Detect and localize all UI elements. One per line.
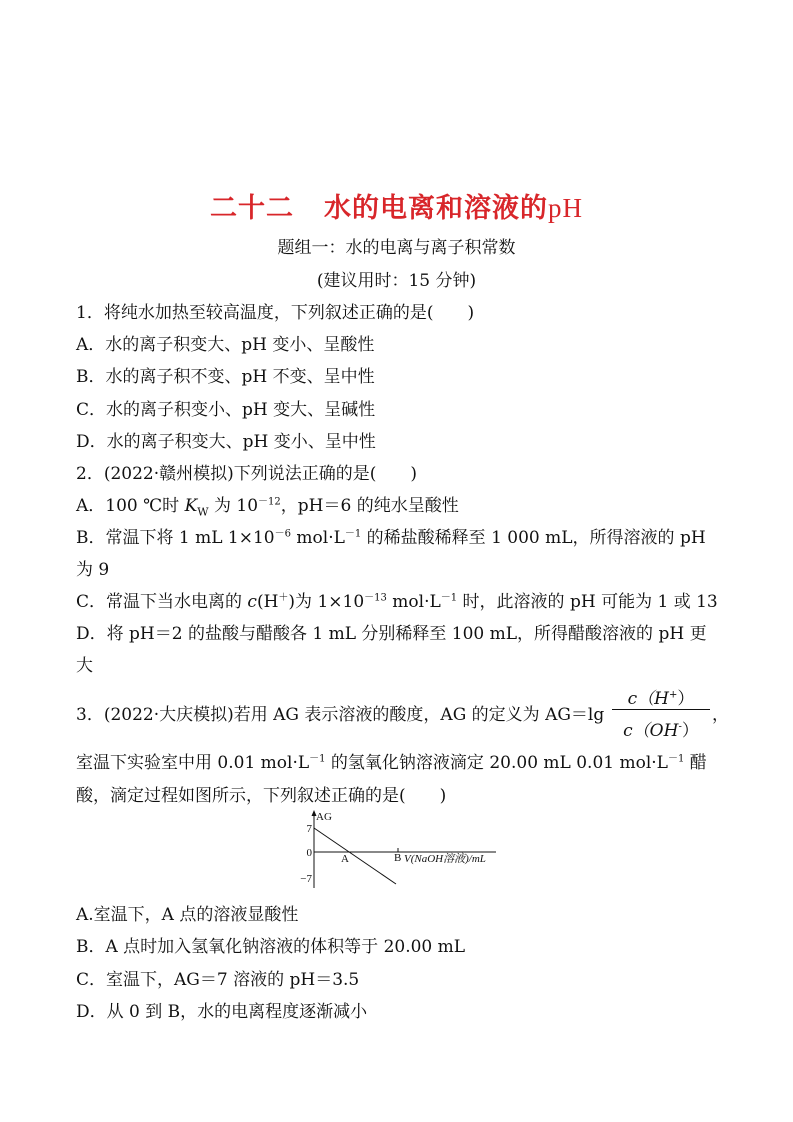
title-text: 水的电离和溶液的	[324, 193, 548, 224]
title-number: 二十二	[210, 193, 294, 224]
titration-curve	[314, 828, 396, 884]
q3-option-d: D．从 0 到 B，水的电离程度逐渐减小	[76, 1002, 368, 1022]
q3-stem-line2: 室温下实验室中用 0.01 $mol\cdot L^{-1}$ 的氢氧化钠溶液滴定 20.00 mL 0.01 $mol\cdot L^{-1}$ 醋	[76, 753, 707, 773]
q2-option-d: D．将 pH＝2 的盐酸与醋酸各 1 mL 分别稀释至 100 mL，所得醋酸溶液的 pH 更	[76, 624, 707, 644]
q3-stem-line3: 酸，滴定过程如图所示，下列叙述正确的是( )	[76, 786, 447, 806]
ag-titration-chart	[296, 808, 516, 890]
point-b-label: B	[394, 852, 402, 864]
x-axis-label: V(NaOH溶液)/mL	[404, 853, 486, 865]
page-title	[0, 186, 793, 225]
q2-option-a: A．100 ℃时 $K_W$ 为 $10^{-12}$，pH＝6 的纯水呈酸性	[76, 496, 459, 519]
q1-stem: 1．将纯水加热至较高温度，下列叙述正确的是( )	[76, 303, 475, 323]
q3-option-b: B．A 点时加入氢氧化钠溶液的体积等于 20.00 mL	[76, 937, 466, 957]
y-tick-label: −7	[300, 873, 312, 885]
q3-stem: 3．(2022·大庆模拟)若用 AG 表示溶液的酸度，AG 的定义为 AG＝lg	[76, 705, 605, 725]
q1-option-b: B．水的离子积不变、pH 不变、呈中性	[76, 367, 375, 387]
title-ph: pH	[548, 193, 583, 223]
q3-stem-comma: ，	[712, 705, 729, 725]
fraction-bar	[612, 709, 710, 710]
q2-option-b: B．常温下将 1 mL $1\times 10^{-6}$ $mol\cdot L^{-1}$ 的稀盐酸稀释至 1 000 mL，所得溶液的 pH	[76, 528, 706, 548]
q3-option-c: C．室温下，AG＝7 溶液的 pH＝3.5	[76, 970, 360, 990]
q2-option-b-cont: 为 9	[76, 560, 110, 580]
y-tick-label: 7	[306, 823, 312, 835]
q1-option-a: A．水的离子积变大、pH 变小、呈酸性	[76, 335, 375, 355]
q1-option-c: C．水的离子积变小、pH 变大、呈碱性	[76, 400, 376, 420]
fraction-denominator: c（OH-）	[623, 721, 699, 741]
q2-stem: 2．(2022·赣州模拟)下列说法正确的是( )	[76, 464, 418, 484]
q2-option-c: C．常温下当水电离的 c(H＋)为 $1\times 10^{-13}$ $mol\cdot L^{-1}$ 时，此溶液的 pH 可能为 1 或 13	[76, 592, 718, 612]
group-heading: 题组一：水的电离与离子积常数	[277, 238, 516, 258]
suggested-time: (建议用时：15 分钟)	[316, 271, 477, 291]
q1-option-d: D．水的离子积变大、pH 变小、呈中性	[76, 432, 376, 452]
fraction-numerator: c（H+）	[627, 689, 695, 709]
q2-option-d-cont: 大	[76, 656, 93, 676]
point-a-label: A	[341, 853, 349, 865]
q3-option-a: A.室温下，A 点的溶液显酸性	[76, 905, 299, 925]
y-tick-label: 0	[306, 847, 312, 859]
y-axis-label: AG	[316, 811, 332, 823]
